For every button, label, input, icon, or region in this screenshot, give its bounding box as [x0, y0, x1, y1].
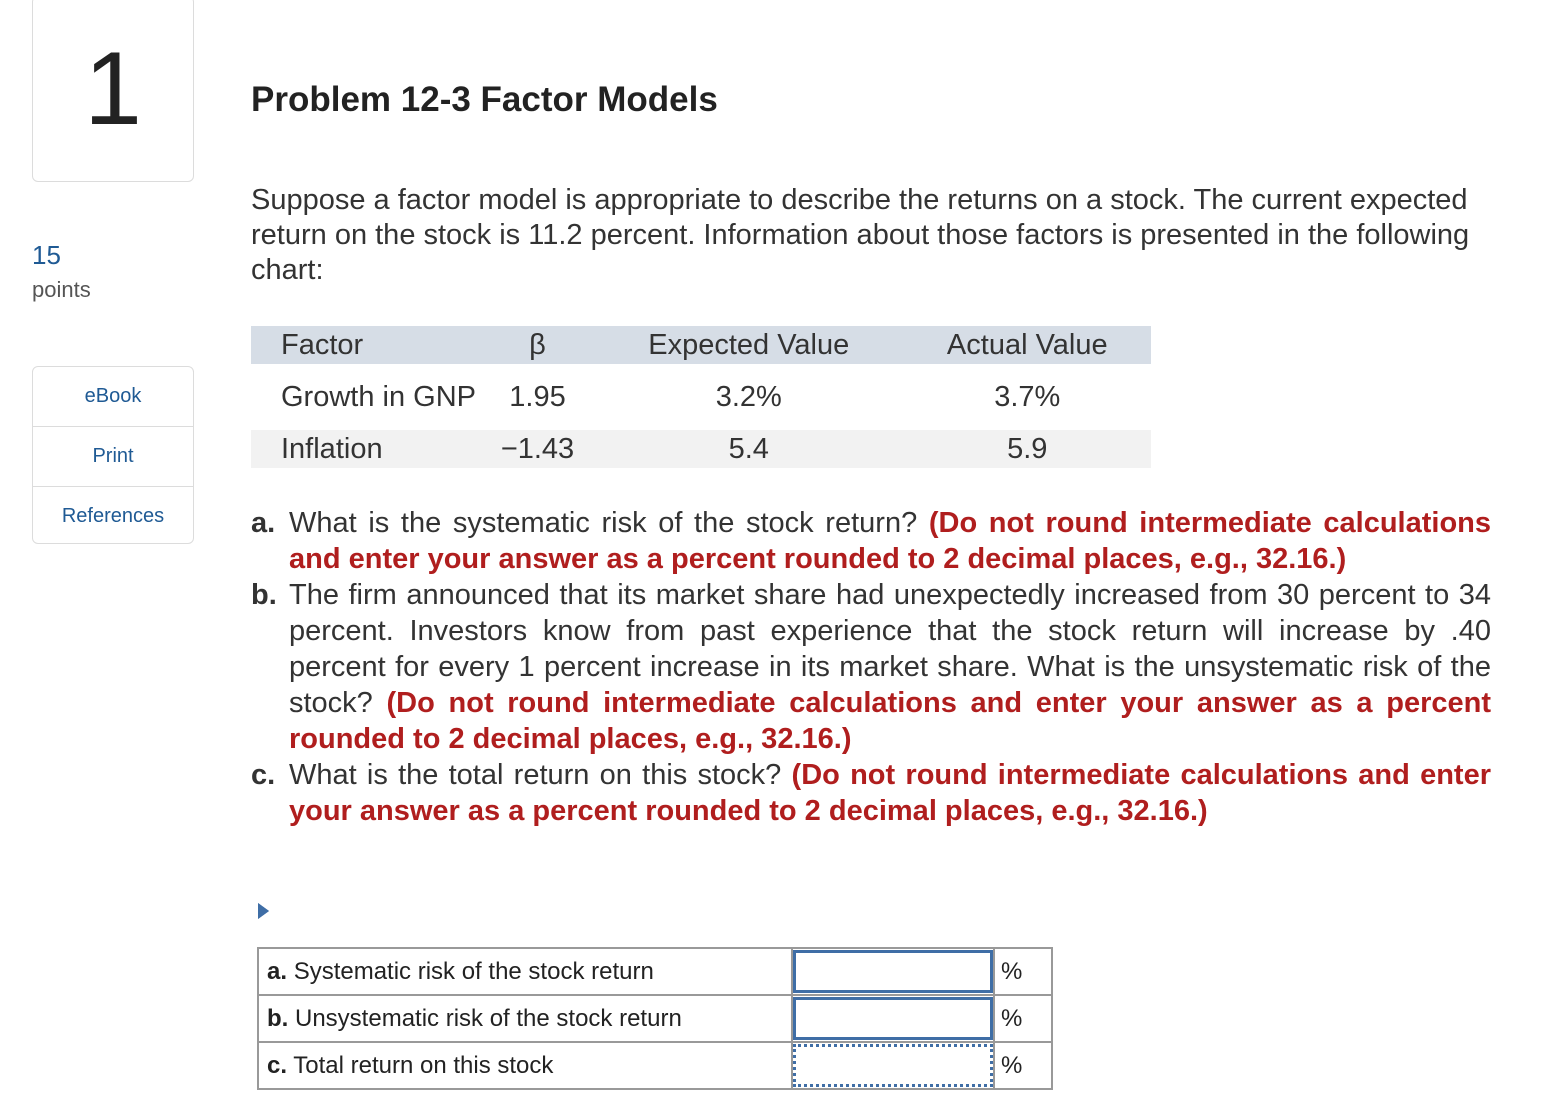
header-expected-value: Expected Value	[594, 326, 904, 364]
answer-label: Systematic risk of the stock return	[293, 957, 654, 985]
factor-table	[251, 326, 1151, 468]
points-value: 15	[32, 240, 61, 270]
question-number-card	[32, 0, 194, 182]
part-letter: a.	[251, 507, 276, 539]
tools-panel	[32, 366, 194, 544]
answer-label: Total return on this stock	[293, 1051, 554, 1079]
input-flag-icon	[258, 903, 269, 919]
ebook-link[interactable]: eBook	[33, 367, 193, 427]
part-text: The firm announced that its market share had unexpectedly increased from 30 percent to 34 percent. Investors know from past experience that the stock return will increase by .40 percent for every 1 percent increase in its market share. What is the unsystematic risk of the stock?	[289, 579, 1491, 719]
factor-name: Growth in GNP	[281, 380, 476, 413]
part-b	[251, 577, 1491, 757]
header-factor: Factor	[251, 326, 481, 364]
answer-letter: c.	[267, 1051, 288, 1079]
factor-expected: 3.2%	[715, 380, 782, 413]
factor-beta: −1.43	[481, 430, 594, 468]
print-link[interactable]: Print	[33, 427, 193, 487]
factor-name: Inflation	[251, 430, 481, 468]
factor-expected: 5.4	[594, 430, 904, 468]
header-actual-value: Actual Value	[904, 326, 1151, 364]
part-text: What is the systematic risk of the stock return?	[289, 507, 918, 539]
percent-unit: %	[994, 1042, 1052, 1089]
part-c	[251, 757, 1491, 829]
answer-row	[258, 995, 1052, 1042]
part-letter: c.	[251, 759, 276, 791]
part-instruction: (Do not round intermediate calculations and enter your answer as a percent rounded to 2 decimal places, e.g., 32.16.)	[289, 687, 1491, 755]
problem-intro: Suppose a factor model is appropriate to describe the returns on a stock. The current expected return on the stock is 11.2 percent. Information about those factors is presented in the following chart:	[251, 184, 1470, 286]
answer-label: Unsystematic risk of the stock return	[295, 1004, 682, 1032]
answer-table	[257, 947, 1053, 1090]
references-link[interactable]: References	[61, 505, 165, 527]
answer-row	[258, 948, 1052, 995]
answer-letter: a.	[267, 957, 288, 985]
part-letter: b.	[251, 579, 277, 611]
percent-unit: %	[994, 948, 1052, 995]
percent-unit: %	[994, 995, 1052, 1042]
part-a	[251, 505, 1491, 577]
answer-row	[258, 1042, 1052, 1089]
points-label: points	[32, 277, 91, 302]
header-beta: β	[481, 326, 594, 364]
factor-actual: 3.7%	[994, 380, 1061, 413]
factor-beta: 1.95	[509, 380, 566, 413]
problem-title: Problem 12-3 Factor Models	[251, 80, 718, 119]
factor-table-header	[251, 326, 1151, 364]
systematic-risk-input[interactable]	[793, 950, 993, 993]
table-row	[251, 430, 1151, 468]
question-number: 1	[84, 31, 142, 147]
unsystematic-risk-input[interactable]	[793, 997, 993, 1040]
answer-letter: b.	[267, 1004, 289, 1032]
total-return-input[interactable]	[793, 1044, 993, 1087]
part-text: What is the total return on this stock?	[289, 759, 782, 791]
table-row	[251, 364, 1151, 430]
question-parts	[251, 505, 1491, 829]
factor-actual: 5.9	[904, 430, 1151, 468]
part-instruction: (Do not round intermediate calculations and enter your answer as a percent rounded to 2 decimal places, e.g., 32.16.)	[289, 507, 1491, 575]
part-instruction: (Do not round intermediate calculations and enter your answer as a percent rounded to 2 decimal places, e.g., 32.16.)	[289, 759, 1491, 827]
